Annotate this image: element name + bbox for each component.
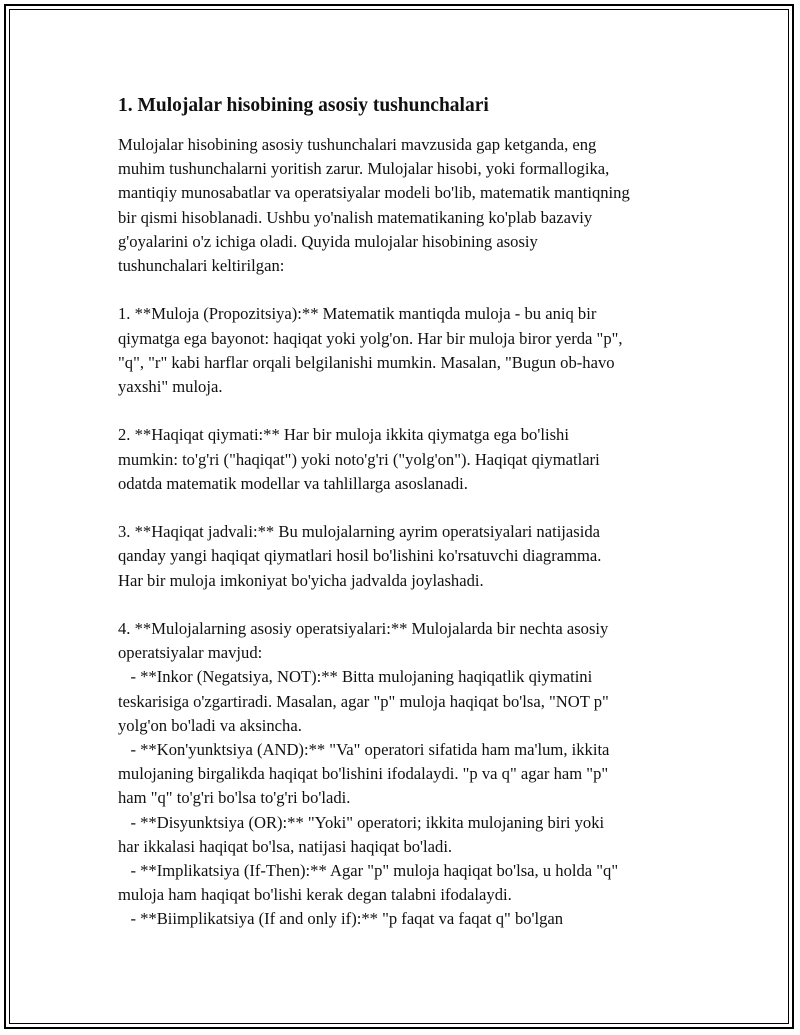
document-body (118, 93, 698, 932)
intro-line: g'oyalarini o'z ichiga oladi. Quyida mulojalar hisobining asosiy (118, 231, 538, 251)
item-line: 1. **Muloja (Propozitsiya):** Matematik mantiqda muloja - bu aniq bir (118, 304, 597, 324)
item-haqiqat-qiymati (118, 423, 698, 496)
item-line: yolg'on bo'ladi va aksincha. (118, 715, 302, 735)
item-line: teskarisiga o'zgartiradi. Masalan, agar "p" muloja haqiqat bo'lsa, "NOT p" (118, 691, 609, 711)
intro-line: bir qismi hisoblanadi. Ushbu yo'nalish matematikaning ko'plab bazaviy (118, 207, 593, 227)
item-haqiqat-jadvali (118, 520, 698, 593)
item-line: mumkin: to'g'ri ("haqiqat") yoki noto'g'ri ("yolg'on"). Haqiqat qiymatlari (118, 449, 600, 469)
intro-line: Mulojalar hisobining asosiy tushunchalari mavzusida gap ketganda, eng (118, 135, 597, 154)
item-muloja (118, 302, 698, 399)
item-line: - **Implikatsiya (If-Then):** Agar "p" muloja haqiqat bo'lsa, u holda "q" (118, 861, 619, 881)
item-line: 4. **Mulojalarning asosiy operatsiyalari:** Mulojalarda bir nechta asosiy (118, 619, 609, 638)
intro-paragraph (118, 133, 698, 278)
item-line: operatsiyalar mavjud: (118, 643, 263, 663)
item-line: ham "q" to'g'ri bo'lsa to'g'ri bo'ladi. (118, 788, 351, 808)
item-line: mulojaning birgalikda haqiqat bo'lishini ifodalaydi. "p va q" agar ham "p" (118, 764, 609, 784)
item-line: 2. **Haqiqat qiymati:** Har bir muloja ikkita qiymatga ega bo'lishi (118, 425, 569, 445)
section-heading: 1. Mulojalar hisobining asosiy tushunchalari (118, 95, 489, 116)
paragraph-spacer (118, 593, 698, 617)
item-operatsiyalar (118, 617, 698, 932)
item-line: qiymatga ega bayonot: haqiqat yoki yolg'on. Har bir muloja biror yerda "p", (118, 328, 623, 348)
item-line: Har bir muloja imkoniyat bo'yicha jadvalda joylashadi. (118, 570, 484, 590)
item-line: qanday yangi haqiqat qiymatlari hosil bo'lishini ko'rsatuvchi diagramma. (118, 546, 602, 566)
item-line: muloja ham haqiqat bo'lishi kerak degan talabni ifodalaydi. (118, 885, 512, 905)
item-line: odatda matematik modellar va tahlillarga asoslanadi. (118, 473, 468, 493)
item-line: yaxshi" muloja. (118, 377, 223, 397)
item-line: har ikkalasi haqiqat bo'lsa, natijasi haqiqat bo'ladi. (118, 836, 453, 856)
item-line: "q", "r" kabi harflar orqali belgilanishi mumkin. Masalan, "Bugun ob-havo (118, 352, 615, 372)
item-line: 3. **Haqiqat jadvali:** Bu mulojalarning ayrim operatsiyalari natijasida (118, 522, 601, 542)
paragraph-spacer (118, 278, 698, 302)
intro-line: muhim tushunchalarni yoritish zarur. Mulojalar hisobi, yoki formallogika, (118, 159, 610, 179)
paragraph-spacer (118, 496, 698, 520)
item-line: - **Disyunktsiya (OR):** "Yoki" operatori; ikkita mulojaning biri yoki (118, 812, 605, 832)
paragraph-spacer (118, 399, 698, 423)
item-line: - **Biimplikatsiya (If and only if):** "p faqat va faqat q" bo'lgan (118, 909, 564, 929)
intro-line: mantiqiy munosabatlar va operatsiyalar modeli bo'lib, matematik mantiqning (118, 183, 630, 203)
item-line: - **Kon'yunktsiya (AND):** "Va" operatori sifatida ham ma'lum, ikkita (118, 740, 610, 760)
intro-line: tushunchalari keltirilgan: (118, 256, 285, 276)
item-line: - **Inkor (Negatsiya, NOT):** Bitta mulojaning haqiqatlik qiymatini (118, 667, 593, 687)
